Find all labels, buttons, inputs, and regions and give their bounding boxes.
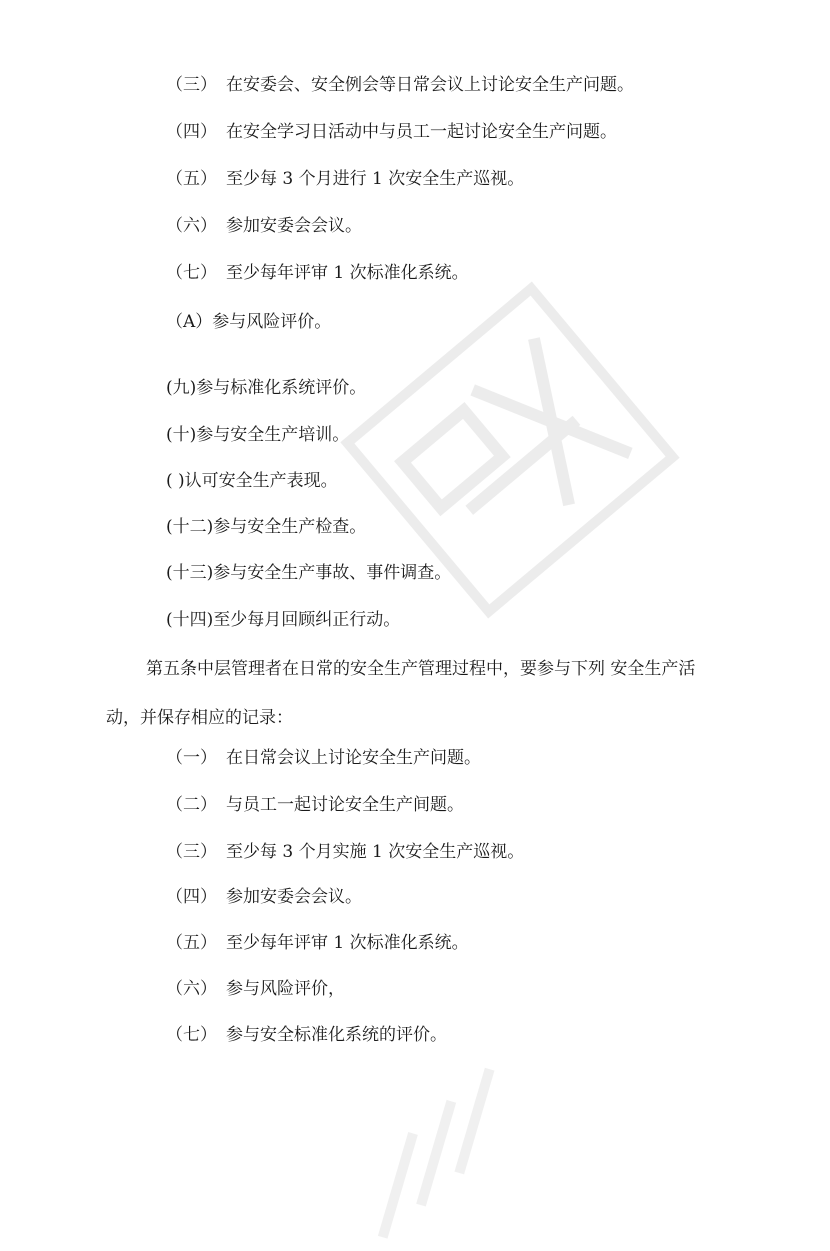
- item-4: （四） 在安全学习日活动中与员工一起讨论安全生产问题。: [166, 122, 617, 142]
- item-11: ( )认可安全生产表现。: [166, 471, 338, 491]
- item-3: （三） 在安委会、安全例会等日常会议上讨论安全生产问题。: [166, 75, 634, 95]
- item-9: (九)参与标准化系统评价。: [166, 378, 367, 398]
- item-b6: （六） 参与风险评价，: [166, 979, 345, 999]
- item-14: (十四)至少每月回顾纠正行动。: [166, 610, 401, 630]
- watermark-logo-bottom: [330, 1049, 550, 1251]
- item-13: (十三)参与安全生产事故、事件调查。: [166, 563, 452, 583]
- item-7: （七） 至少每年评审 1 次标准化系统。: [166, 263, 469, 283]
- item-8: （A）参与风险评价。: [166, 312, 332, 332]
- item-5: （五） 至少每 3 个月进行 1 次安全生产巡视。: [166, 169, 525, 189]
- item-6: （六） 参加安委会会议。: [166, 216, 362, 236]
- item-b2: （二） 与员工一起讨论安全生产间题。: [166, 795, 464, 815]
- item-b5: （五） 至少每年评审 1 次标准化系统。: [166, 933, 469, 953]
- item-10: (十)参与安全生产培训。: [166, 425, 350, 445]
- item-b3: （三） 至少每 3 个月实施 1 次安全生产巡视。: [166, 842, 525, 862]
- item-b7: （七） 参与安全标准化系统的评价。: [166, 1025, 447, 1045]
- item-b4: （四） 参加安委会会议。: [166, 887, 362, 907]
- article-5-line-1: 第五条中层管理者在日常的安全生产管理过程中，要参与下列 安全生产活: [146, 659, 696, 679]
- item-b1: （一） 在日常会议上讨论安全生产问题。: [166, 748, 481, 768]
- article-5-line-2: 动，并保存相应的记录：: [106, 708, 293, 728]
- item-12: (十二)参与安全生产检查。: [166, 517, 367, 537]
